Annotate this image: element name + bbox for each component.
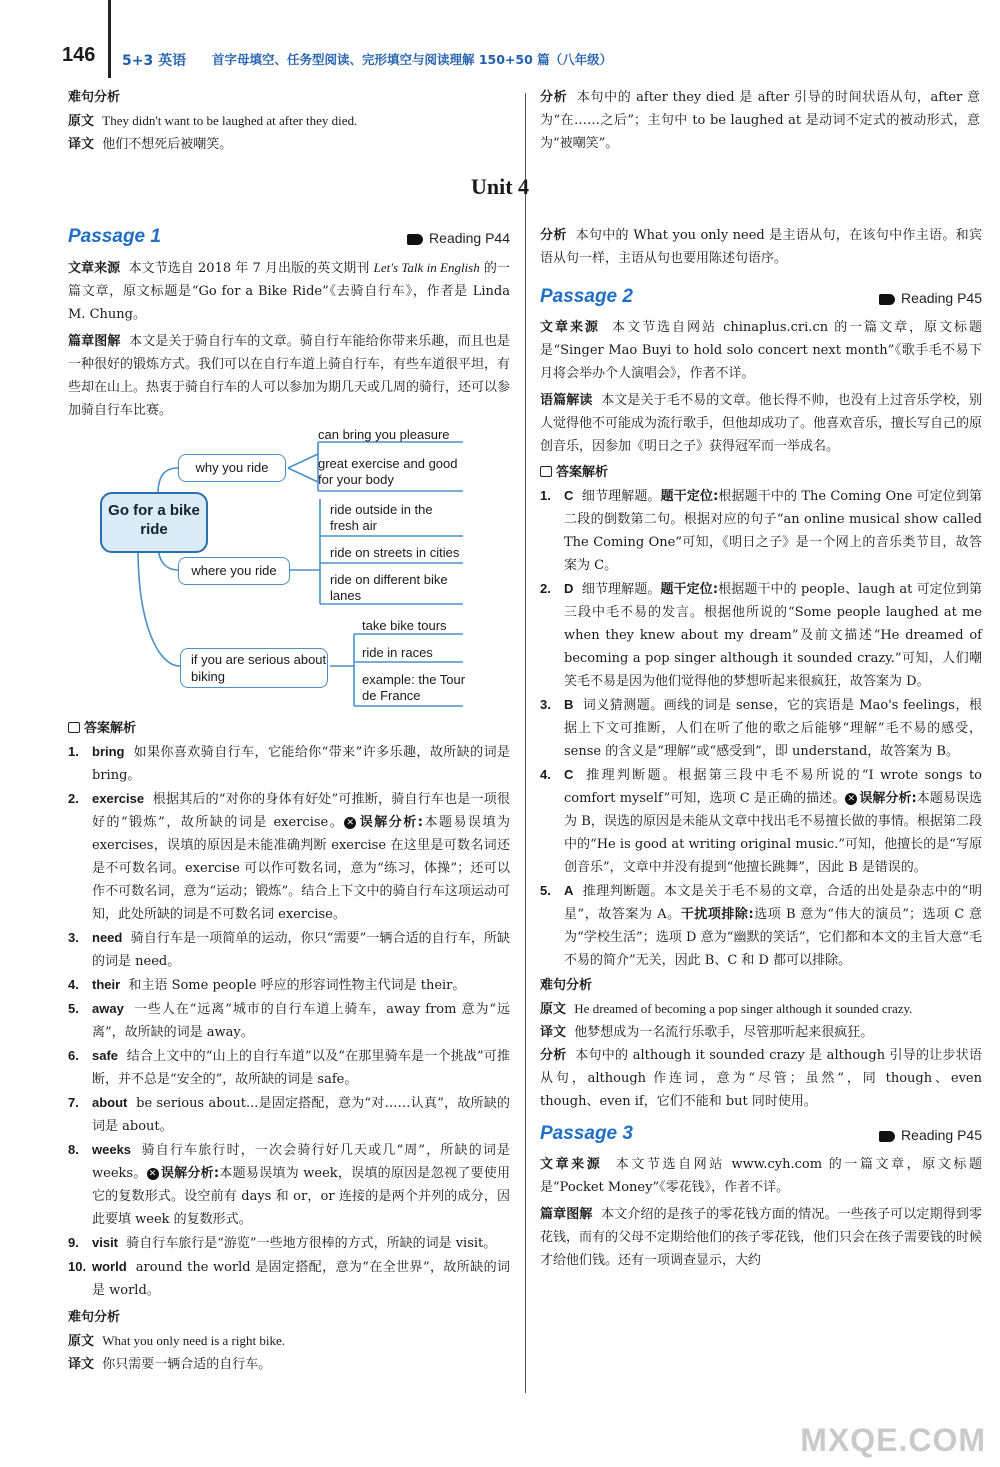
answer-item [68, 1255, 510, 1302]
passage3-title: Passage 3 [540, 1123, 633, 1144]
answer-keyword: about [92, 1095, 128, 1110]
source-text-a: 本文节选自 2018 年 7 月出版的英文期刊 [128, 261, 370, 276]
header-brand: 5+3 英语 [122, 53, 187, 69]
pointing-hand-icon [879, 294, 895, 305]
answer-text: around the world 是固定搭配，意为“在全世界”，故所缺的词是 world。 [92, 1260, 510, 1298]
answer-item [68, 926, 510, 973]
answer-keyword: safe [92, 1048, 119, 1063]
analysis-label: 分析 [540, 90, 568, 105]
distractor-text: 选项 B 意为“伟大的演员”；选项 C 意为“学校生活”；选项 D 意为“幽默的笑话”，它们都和本文的主旨大意“毛不易的简介”无关，因此 B、C 和 D 都可以排除。 [564, 907, 983, 968]
answer-item [68, 973, 510, 997]
answer-text: 和主语 Some people 呼应的形容词性物主代词是 their。 [128, 978, 466, 993]
leaf-where-3: ride on different bike lanes [330, 572, 448, 603]
answer-number: 1. [540, 488, 551, 503]
orig-text: They didn't want to be laughed at after they died. [102, 113, 358, 128]
read-label: 语篇解读 [540, 393, 593, 408]
answer-type: 细节理解题。 [581, 582, 661, 597]
answer-item [68, 1091, 510, 1138]
answers-heading [540, 462, 982, 484]
answer-text: 骑自行车是一项简单的运动，你只“需要”一辆合适的自行车，所缺的词是 need。 [92, 931, 511, 969]
trans-text: 你只需要一辆合适的自行车。 [102, 1357, 272, 1372]
answer-keyword: exercise [92, 791, 145, 806]
leaf-where-2: ride on streets in cities [330, 545, 460, 560]
answer-number: 10. [68, 1259, 87, 1274]
answer-number: 9. [68, 1235, 79, 1250]
lock-icon [68, 722, 80, 733]
leaf-serious-1: take bike tours [362, 618, 447, 633]
branch-why: why you ride [178, 454, 286, 482]
answer-number: 7. [68, 1095, 79, 1110]
error-analysis-icon: ✕ [147, 1168, 159, 1180]
answer-text: be serious about...是固定搭配，意为“对……认真”，故所缺的词是 about。 [92, 1096, 511, 1134]
hard-heading: 难句分析 [68, 1310, 121, 1325]
answer-keyword: C [564, 767, 574, 782]
source-text: 本文节选自网站 chinaplus.cri.cn 的一篇文章，原文标题是“Singer Mao Buyi to hold solo concert next month”《歌手毛不易下月将会举办个人演唱会》，作者不详。 [540, 320, 982, 381]
answer-keyword: A [564, 883, 574, 898]
answer-item [68, 1044, 510, 1091]
leaf-why-2: great exercise and good for your body [318, 456, 458, 487]
branch-serious: if you are serious about biking [180, 648, 328, 688]
answer-text: 骑自行车旅行是“游览”一些地方很棒的方式，所缺的词是 visit。 [126, 1236, 497, 1251]
orig-text: What you only need is a right bike. [102, 1333, 285, 1348]
answer-item [68, 740, 510, 787]
answer-number: 8. [68, 1142, 79, 1157]
source-text-b: 的一篇文章，原文标题是“Go for a Bike Ride”《去骑自行车》，作者是 Linda M. Chung。 [68, 261, 510, 322]
error-text: 本题易误选为 B，误选的原因是未能从文章中找出毛不易擅长做的事情。根据第二段中的“He is good at writing original music.”可知，他擅长的是“写原创音乐”，文章中并没有提到“他擅长跳舞”，因此 B 是错误的。 [564, 791, 982, 875]
passage2-reading-ref [879, 290, 982, 306]
pointing-hand-icon [879, 1131, 895, 1142]
answer-keyword: away [92, 1001, 124, 1016]
reading-ref-text: Reading P45 [901, 1127, 982, 1143]
answer-text: 根据其后的“对你的身体有好处”可推断，骑自行车也是一项很好的“锻炼”，故所缺的词是 exercise。 [92, 792, 511, 830]
error-analysis-icon: ✕ [344, 817, 356, 829]
answer-item [68, 787, 510, 926]
pointing-hand-icon [407, 234, 423, 245]
orig-text: He dreamed of becoming a pop singer although it sounded crazy. [574, 1001, 913, 1016]
answer-number: 6. [68, 1048, 79, 1063]
answer-text: 根据题干中的 people、laugh at 可定位到第三段中毛不易的发言。根据他所说的“Some people laughed at me when they knew about my dream”及前文描述“He dreamed of becoming a pop singer although it sounded crazy.”可知，人们嘲笑毛不易是因为他们觉得他的梦想听起来很疯狂，故答案为 D。 [564, 582, 982, 689]
answer-text: 骑自行车旅行时，一次会骑行好几天或几“周”，所缺的词是 weeks。 [92, 1143, 511, 1181]
trans-label: 译文 [540, 1025, 567, 1040]
leaf-why-1: can bring you pleasure [318, 427, 450, 442]
header-divider [108, 0, 111, 78]
graph-text: 本文是关于骑自行车的文章。骑自行车能给你带来乐趣，而且也是一种很好的锻炼方式。我们可以在自行车道上骑自行车，有些车道很平坦，有些却在山上。热衷于骑自行车的人可以参加为期几天或几周的骑行，还可以参加骑自行车比赛。 [68, 334, 511, 418]
answer-number: 1. [68, 744, 79, 759]
error-text: 本题易误填为 week，误填的原因是忽视了要使用它的复数形式。设空前有 days 和 or，or 连接的是两个并列的成分，因此要填 week 的复数形式。 [92, 1166, 510, 1227]
answer-keyword: world [92, 1259, 127, 1274]
passage2-header [540, 286, 982, 312]
answer-number: 4. [540, 767, 551, 782]
analysis-label: 分析 [540, 228, 567, 243]
lock-icon [540, 466, 552, 477]
answer-item [68, 997, 510, 1044]
right-column [540, 224, 982, 1272]
analysis-text: 本句中的 after they died 是 after 引导的时间状语从句，after 意为“在……之后”；主句中 to be laughed at 是动词不定式的被动形式，意为“被嘲笑”。 [540, 90, 980, 151]
orig-label: 原文 [68, 1334, 95, 1349]
error-label: 误解分析: [859, 791, 917, 806]
answers-heading-text: 答案解析 [556, 465, 609, 480]
error-label: 误解分析: [358, 815, 423, 830]
answer-text: 一些人在“远离”城市的自行车道上骑车，away from 意为“远离”，故所缺的词是 away。 [92, 1002, 510, 1040]
analysis-text: 本句中的 although it sounded crazy 是 although 引导的让步状语从句，although 作连词，意为“尽管；虽然”，同 though、even though、even if，它们不能和 but 同时使用。 [540, 1048, 982, 1109]
passage3-header [540, 1123, 982, 1149]
unit-title: Unit 4 [470, 174, 530, 199]
locate-label: 题干定位: [660, 582, 719, 597]
answer-keyword: D [564, 581, 574, 596]
answer-keyword: weeks [92, 1142, 132, 1157]
trans-label: 译文 [68, 1357, 95, 1372]
answer-keyword: bring [92, 744, 125, 759]
answers-heading-text: 答案解析 [84, 721, 137, 736]
answer-text: 结合上文中的“山上的自行车道”以及“在那里骑车是一个挑战”可推断，并不总是“安全的”，故所缺的词是 safe。 [92, 1049, 510, 1087]
error-label: 误解分析: [160, 1166, 220, 1181]
answer-keyword: visit [92, 1235, 119, 1250]
trans-label: 译文 [68, 137, 95, 152]
source-label: 文章来源 [68, 261, 121, 276]
answer-number: 4. [68, 977, 79, 992]
source-magazine: Let's Talk in English [373, 260, 480, 275]
hard-heading: 难句分析 [540, 978, 593, 993]
site-watermark: MXQE.COM [800, 1422, 986, 1458]
top-analysis [540, 86, 980, 155]
answer-number: 3. [540, 697, 551, 712]
source-label: 文章来源 [540, 320, 600, 335]
orig-label: 原文 [68, 114, 95, 129]
answer-type: 词义猜测题。 [582, 698, 664, 713]
analysis-text: 本句中的 What you only need 是主语从句，在该句中作主语。和宾语从句一样，主语从句也要用陈述句语序。 [540, 228, 983, 266]
answer-item [540, 763, 982, 879]
answer-item [68, 1138, 510, 1231]
answer-type: 推理判断题。 [582, 884, 664, 899]
header-title: 首字母填空、任务型阅读、完形填空与阅读理解 150+50 篇（八年级） [212, 52, 613, 67]
page-number: 146 [62, 44, 96, 66]
source-text: 本文节选自网站 www.cyh.com 的一篇文章，原文标题是“Pocket Money”《零花钱》，作者不详。 [540, 1157, 982, 1195]
answer-item [540, 484, 982, 577]
source-label: 文章来源 [540, 1157, 603, 1172]
answer-item [68, 1231, 510, 1255]
reading-ref-text: Reading P45 [901, 290, 982, 306]
leaf-where-1: ride outside in the fresh air [330, 502, 433, 533]
section-heading: 难句分析 [68, 90, 121, 105]
answers-heading [68, 718, 510, 740]
answer-text: 本文是关于毛不易的文章，合适的出处是杂志中的“明星”，故答案为 A。 [564, 884, 982, 922]
answer-text: 画线的词是 sense，它的宾语是 Mao's feelings，根据上下文可推断，人们在听了他的歌之后能够“理解”毛不易的感受，sense 的含义是“理解”或“感受到”，即 understand，故答案为 B。 [564, 698, 982, 759]
leaf-serious-3: example: the Tour de France [362, 672, 466, 703]
locate-label: 题干定位: [660, 489, 719, 504]
passage1-title: Passage 1 [68, 226, 161, 247]
trans-text: 他梦想成为一名流行乐歌手，尽管那听起来很疯狂。 [574, 1025, 874, 1040]
answer-keyword: need [92, 930, 123, 945]
answer-text: 根据题干中的 The Coming One 可定位到第二段的倒数第二句。根据对应的句子“an online musical show called The Coming One”可知，《明日之子》是一个网上的音乐类节目，故答案为 C。 [564, 489, 982, 573]
answer-text: 如果你喜欢骑自行车，它能给你“带来”许多乐趣，故所缺的词是 bring。 [92, 745, 511, 783]
root-label: Go for a bike ride [108, 502, 200, 538]
answer-keyword: their [92, 977, 121, 992]
top-hard-sentence [68, 86, 508, 156]
mind-map [68, 424, 510, 714]
passage1-answers [68, 718, 510, 1376]
answer-keyword: B [564, 697, 574, 712]
answer-number: 5. [68, 1001, 79, 1016]
reading-ref-text: Reading P44 [429, 230, 510, 246]
error-text: 本题易误填为 exercises，误填的原因是未能准确判断 exercise 在这里是可数名词还是不可数名词。exercise 可以作可数名词，意为“练习，体操”；还可以作不可数名词，意为“运动；锻炼”。结合上下文中的骑自行车这项运动可知，此处所缺的词是不可数名词 exercise。 [92, 815, 510, 922]
graph-label: 篇章图解 [68, 334, 121, 349]
answer-type: 细节理解题。 [581, 489, 661, 504]
answer-keyword: C [564, 488, 574, 503]
answer-text: 根据第三段中毛不易所说的“I wrote songs to comfort myself”可知，选项 C 是正确的描述。 [564, 768, 982, 806]
graph-label: 篇章图解 [540, 1207, 593, 1222]
answer-number: 3. [68, 930, 79, 945]
analysis-label: 分析 [540, 1048, 567, 1063]
answer-number: 2. [68, 791, 79, 806]
graph-text: 本文介绍的是孩子的零花钱方面的情况。一些孩子可以定期得到零花钱，而有的父母不定期给他们的孩子零花钱，他们只会在孩子需要钱的时候才给他们钱。还有一项调查显示，大约 [540, 1207, 983, 1268]
leaf-serious-2: ride in races [362, 645, 433, 660]
distractor-label: 干扰项排除: [680, 907, 754, 922]
answer-item [540, 577, 982, 693]
passage3-reading-ref [879, 1127, 982, 1143]
answer-number: 2. [540, 581, 551, 596]
answer-item [540, 693, 982, 763]
answer-item [540, 879, 982, 972]
trans-text: 他们不想死后被嘲笑。 [102, 137, 233, 152]
answer-type: 推理判断题。 [586, 768, 679, 783]
mind-map-root [100, 492, 208, 553]
passage2-title: Passage 2 [540, 286, 633, 307]
branch-where: where you ride [178, 557, 290, 585]
answer-number: 5. [540, 883, 551, 898]
error-analysis-icon: ✕ [845, 793, 857, 805]
passage1-section [68, 226, 510, 422]
column-divider [525, 93, 526, 1393]
read-text: 本文是关于毛不易的文章。他长得不帅，也没有上过音乐学校，别人觉得他不可能成为流行歌手，但他却成功了。他喜欢音乐，擅长写自己的原创音乐，因参加《明日之子》获得冠军而一举成名。 [540, 393, 983, 454]
orig-label: 原文 [540, 1002, 567, 1017]
passage1-reading-ref [407, 230, 510, 246]
